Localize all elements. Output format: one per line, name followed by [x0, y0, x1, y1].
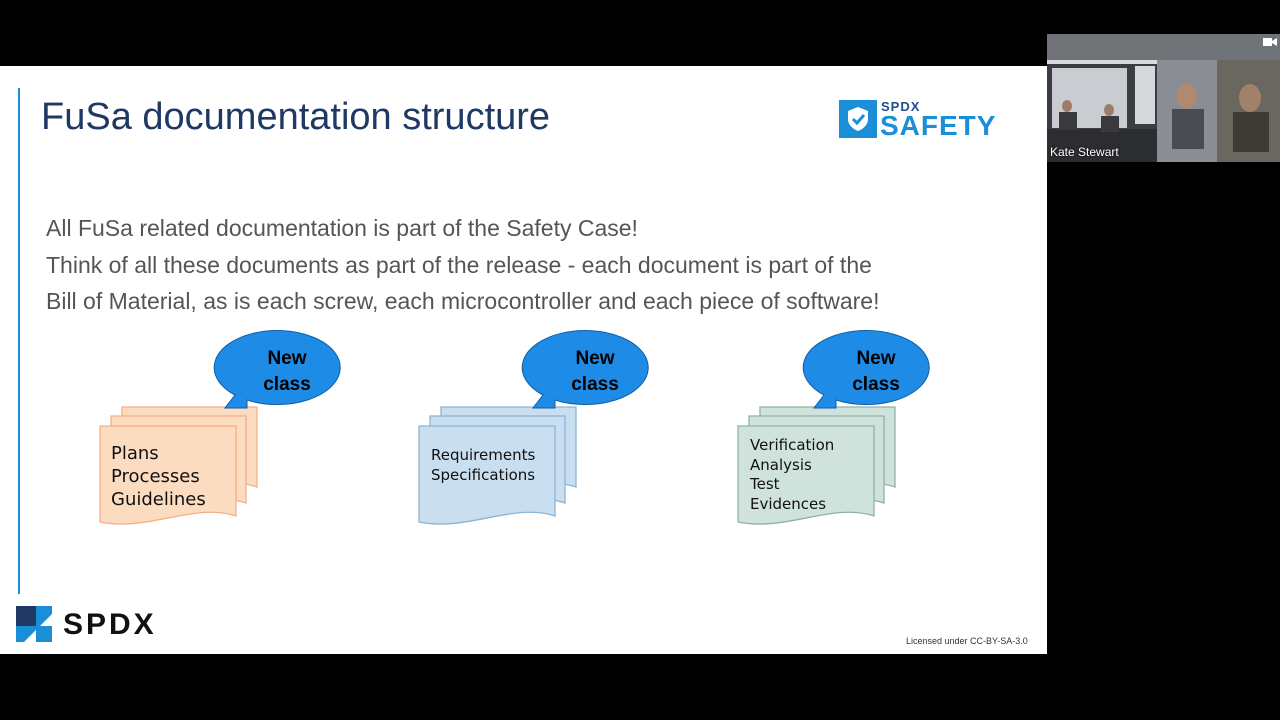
participant-video-tile[interactable]: [1047, 34, 1280, 162]
video-feed: [1047, 34, 1280, 162]
new-class-bubble: New class: [571, 348, 619, 395]
spdx-logo-icon: [16, 606, 52, 642]
document-stack-label: Verification Analysis Test Evidences: [750, 436, 835, 513]
slide-body-text: [46, 210, 880, 320]
document-stack-label: Requirements Specifications: [431, 446, 536, 484]
document-stack-label: Plans Processes Guidelines: [111, 443, 206, 510]
video-camera-icon: [1263, 37, 1277, 47]
document-stack-requirements: [419, 334, 679, 534]
safety-logo-safety-text: SAFETY: [880, 110, 997, 141]
spdx-logo-text: SPDX: [63, 608, 157, 641]
license-text: Licensed under CC-BY-SA-3.0: [906, 636, 1028, 646]
participant-name: Kate Stewart: [1050, 145, 1119, 159]
document-stack-verification: [738, 334, 998, 534]
body-line: All FuSa related documentation is part of the Safety Case!: [46, 215, 638, 241]
spdx-safety-logo: [839, 100, 1014, 140]
presentation-slide: [0, 66, 1047, 654]
safety-logo-spdx-text: SPDX: [881, 99, 921, 114]
slide-title: FuSa documentation structure: [41, 96, 551, 138]
slide-accent-line: [18, 88, 20, 594]
body-line: Bill of Material, as is each screw, each microcontroller and each piece of software!: [46, 288, 880, 314]
shield-icon: [839, 100, 877, 138]
new-class-bubble: New class: [263, 348, 311, 395]
document-stack-plans: [100, 334, 360, 534]
spdx-logo: [16, 606, 186, 646]
new-class-bubble: New class: [852, 348, 900, 395]
body-line: Think of all these documents as part of the release - each document is part of the: [46, 251, 872, 278]
